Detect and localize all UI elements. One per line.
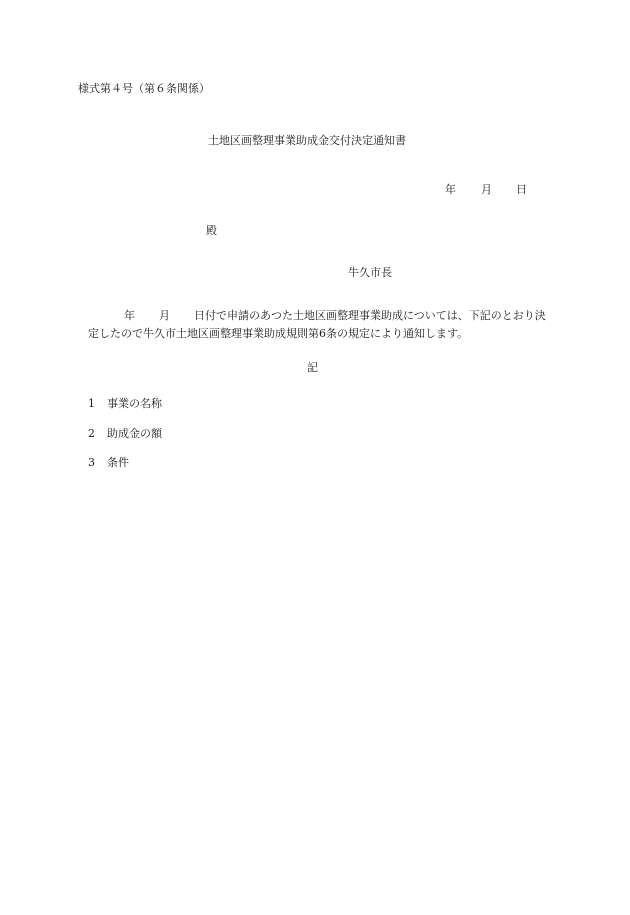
body-paragraph bbox=[88, 307, 554, 343]
form-number: 様式第４号（第６条関係） bbox=[78, 82, 210, 95]
date-month-label: 月 bbox=[481, 183, 492, 196]
date-year-label: 年 bbox=[445, 183, 456, 196]
body-month-label: 月 bbox=[159, 309, 170, 322]
addressee-honorific: 殿 bbox=[206, 224, 217, 237]
issuer-name: 牛久市長 bbox=[348, 266, 392, 279]
item-label: 助成金の額 bbox=[107, 427, 162, 440]
body-text: 日付で申請のあつた土地区画整理事業助成については、下記のとおり決定したので牛久市土地区画整理事業助成規則第6条の規定により通知します。 bbox=[88, 309, 546, 340]
item-number: 1 bbox=[88, 397, 95, 410]
ki-heading: 記 bbox=[307, 361, 318, 374]
list-item bbox=[88, 427, 162, 441]
list-item bbox=[88, 456, 129, 470]
item-label: 事業の名称 bbox=[107, 397, 162, 410]
date-day-label: 日 bbox=[516, 183, 527, 196]
item-number: 2 bbox=[88, 427, 95, 440]
item-number: 3 bbox=[88, 456, 95, 469]
body-year-label: 年 bbox=[124, 309, 135, 322]
item-label: 条件 bbox=[107, 456, 129, 469]
document-title: 土地区画整理事業助成金交付決定通知書 bbox=[208, 134, 406, 147]
list-item bbox=[88, 397, 162, 411]
